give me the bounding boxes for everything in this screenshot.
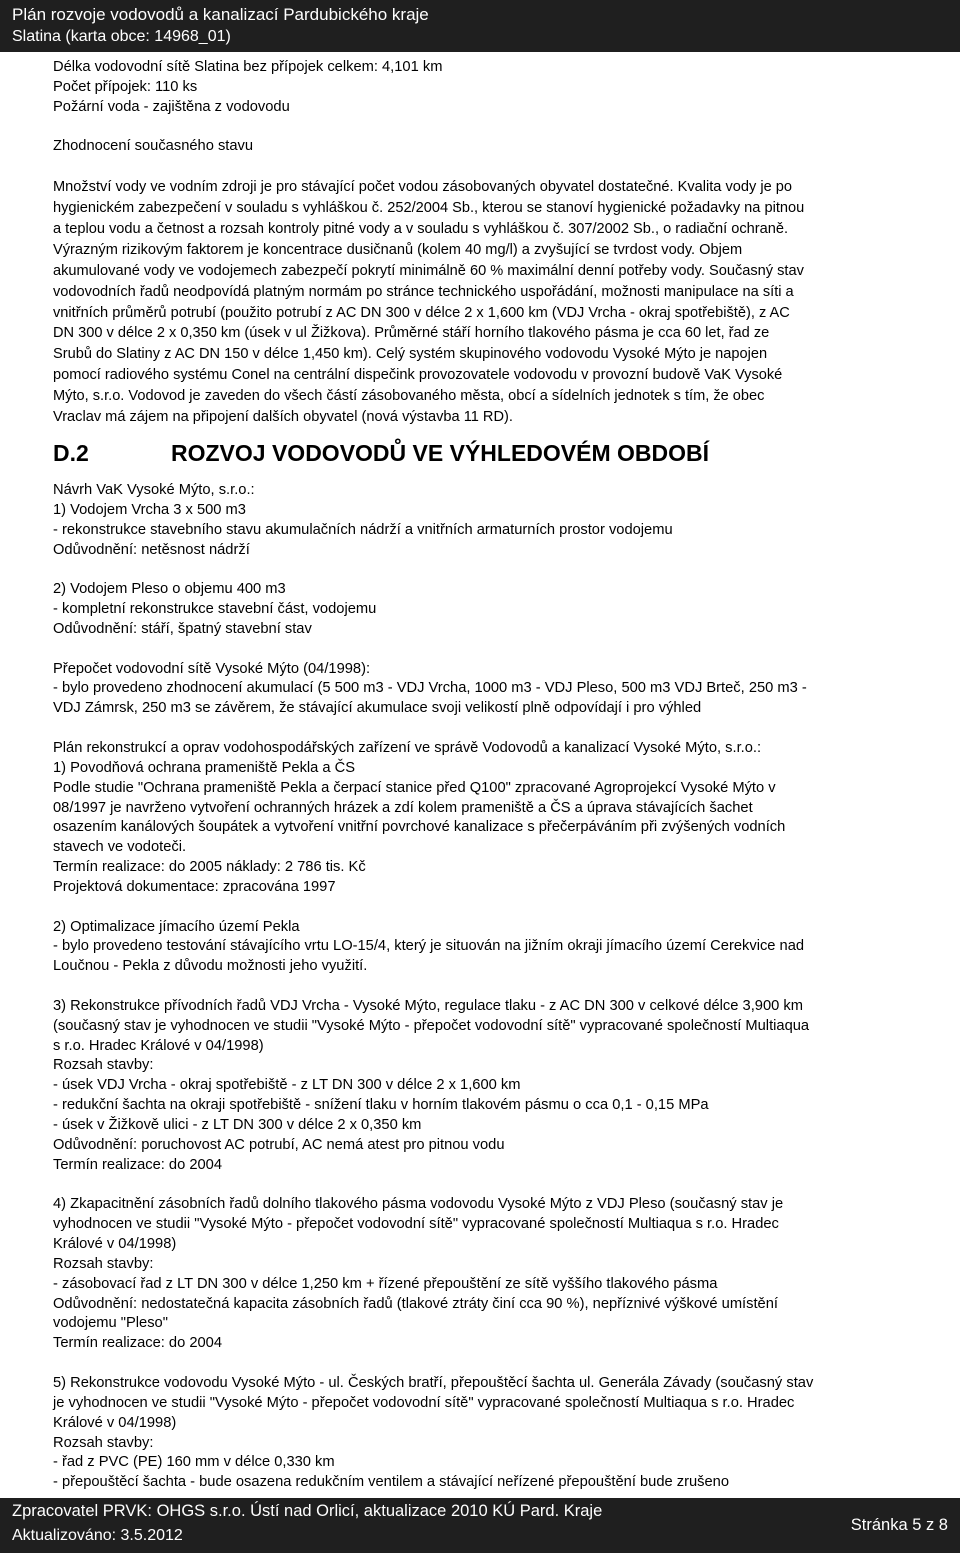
intro-line: Požární voda - zajištěna z vodovodu — [53, 98, 290, 115]
text-line: s r.o. Hradec Králové v 04/1998) — [53, 1037, 264, 1054]
text-line: 3) Rekonstrukce přívodních řadů VDJ Vrcha - Vysoké Mýto, regulace tlaku - z AC DN 300 v celkové délce 3,900 km — [53, 997, 803, 1014]
paragraph-line: vnitřních průměrů potrubí (použito potrubí z AC DN 300 v délce 2 x 1,600 km (VDJ Vrcha - okraj spotřebiště), z AC — [53, 304, 790, 321]
footer-updated: Aktualizováno: 3.5.2012 — [12, 1527, 183, 1544]
section-body — [53, 481, 953, 1493]
text-line: - bylo provedeno testování stávajícího vrtu LO-15/4, který je situován na jižním okraji jímacího území Cerekvice nad — [53, 938, 805, 955]
text-block — [53, 918, 953, 978]
text-line: 1) Povodňová ochrana prameniště Pekla a ČS — [53, 759, 356, 776]
assessment-title: Zhodnocení současného stavu — [53, 138, 254, 155]
text-line: Rozsah stavby: — [53, 1057, 154, 1074]
paragraph-line: Vraclav má zájem na připojení dalších obyvatel (nová výstavba 11 RD). — [53, 409, 513, 426]
text-line: - zásobovací řad z LT DN 300 v délce 1,250 km + řízené přepouštění ze sítě vyššího tlakového pásma — [53, 1275, 718, 1292]
text-block — [53, 997, 953, 1176]
text-line: Termín realizace: do 2005 náklady: 2 786 tis. Kč — [53, 859, 366, 876]
header-subtitle: Slatina (karta obce: 14968_01) — [12, 28, 231, 45]
text-line: Podle studie "Ochrana prameniště Pekla a čerpací stanice před Q100" zpracované Agroprojekcí Vysoké Mýto v — [53, 779, 776, 796]
text-line: - úsek VDJ Vrcha - okraj spotřebiště - z LT DN 300 v délce 2 x 1,600 km — [53, 1077, 521, 1094]
text-line: Rozsah stavby: — [53, 1434, 154, 1451]
text-line: Plán rekonstrukcí a oprav vodohospodářských zařízení ve správě Vodovodů a kanalizací Vysoké Mýto, s.r.o.: — [53, 739, 762, 756]
text-line: Králové v 04/1998) — [53, 1236, 177, 1253]
text-line: VDJ Zámrsk, 250 m3 se závěrem, že stávající akumulace svoji velikostí plně odpovídají i pro výhled — [53, 700, 702, 717]
text-block — [53, 481, 953, 560]
text-line: - rekonstrukce stavebního stavu akumulačních nádrží a vnitřních armaturních prostor vodojemu — [53, 521, 673, 538]
text-line: Termín realizace: do 2004 — [53, 1335, 222, 1352]
text-line: Odůvodnění: nedostatečná kapacita zásobních řadů (tlakové ztráty činí cca 90 %), nepříznivé výškové umístění — [53, 1295, 778, 1312]
paragraph-line: Mýto, s.r.o. Vodovod je zaveden do všech částí zásobovaného města, obcí a sídelních jednotek s tím, že obec — [53, 388, 765, 405]
text-block — [53, 739, 953, 898]
text-line: - kompletní rekonstrukce stavební část, vodojemu — [53, 601, 377, 618]
intro-line: Délka vodovodní sítě Slatina bez přípojek celkem: 4,101 km — [53, 59, 443, 75]
text-line: Přepočet vodovodní sítě Vysoké Mýto (04/1998): — [53, 660, 371, 677]
text-line: - redukční šachta na okraji spotřebiště - snížení tlaku v horním tlakovém pásmu o cca 0,1 - 0,15 MPa — [53, 1097, 709, 1114]
text-line: 5) Rekonstrukce vodovodu Vysoké Mýto - ul. Českých bratří, přepouštěcí šachta ul. Generála Závady (současný stav — [53, 1374, 814, 1391]
paragraph-line: pomocí radiového systému Conel na centrální dispečink provozovatele vodovodu v provozní budově VaK Vysoké — [53, 367, 783, 384]
section-title: ROZVOJ VODOVODŮ VE VÝHLEDOVÉM OBDOBÍ — [171, 440, 710, 466]
text-line: 2) Vodojem Pleso o objemu 400 m3 — [53, 581, 286, 598]
text-line: vodojemu "Pleso" — [53, 1315, 168, 1332]
paragraph-line: Výrazným rizikovým faktorem je koncentrace dusičnanů (kolem 40 mg/l) a zvyšující se tvrdost vody. Objem — [53, 241, 743, 258]
text-line: 1) Vodojem Vrcha 3 x 500 m3 — [53, 501, 246, 518]
text-block — [53, 1374, 953, 1493]
header-title: Plán rozvoje vodovodů a kanalizací Pardubického kraje — [12, 5, 429, 24]
text-line: Králové v 04/1998) — [53, 1414, 177, 1431]
paragraph-line: Množství vody ve vodním zdroji je pro stávající počet vodou zásobovaných obyvatel dostatečné. Kvalita vody je po — [53, 179, 793, 196]
text-line: Odůvodnění: poruchovost AC potrubí, AC nemá atest pro pitnou vodu — [53, 1136, 505, 1153]
text-line: Odůvodnění: stáří, špatný stavební stav — [53, 620, 312, 637]
text-line: je vyhodnocen ve studii "Vysoké Mýto - přepočet vodovodní sítě" vypracované společností Multiaqua s r.o. Hradec — [53, 1394, 795, 1411]
paragraph-line: hygienickém zabezpečení v souladu s vyhláškou č. 252/2004 Sb., kterou se stanoví hygienické požadavky na pitnou — [53, 199, 805, 216]
paragraph-line: DN 300 v délce 2 x 0,350 km (úsek v ul Žižkova). Průměrné stáří horního tlakového pásma je cca 60 let, řad ze — [53, 325, 770, 342]
paragraph-line: vodovodních řadů neodpovídá platným normám po stránce technického uspořádání, možnosti manipulace na síti a — [53, 283, 794, 300]
text-line: - bylo provedeno zhodnocení akumulací (5 500 m3 - VDJ Vrcha, 1000 m3 - VDJ Pleso, 500 m3 VDJ Brteč, 250 m3 - — [53, 680, 807, 697]
paragraph-line: Srubů do Slatiny z AC DN 150 v délce 1,450 km). Celý systém skupinového vodovodu Vysoké Mýto je napojen — [53, 346, 768, 363]
assessment-paragraph — [53, 177, 953, 428]
text-line: Loučnou - Pekla z důvodu možnosti jeho využití. — [53, 958, 368, 975]
section-number: D.2 — [53, 440, 89, 466]
text-line: vyhodnocen ve studii "Vysoké Mýto - přepočet vodovodní sítě" vypracované společností Multiaqua s r.o. Hradec — [53, 1216, 779, 1233]
paragraph-line: a teplou vodu a četnost a rozsah kontroly pitné vody a v souladu s vyhláškou č. 307/2002 Sb., o radiační ochraně. — [53, 220, 789, 237]
text-line: Odůvodnění: netěsnost nádrží — [53, 541, 250, 558]
page-header — [0, 0, 960, 52]
footer-author: Zpracovatel PRVK: OHGS s.r.o. Ústí nad Orlicí, aktualizace 2010 KÚ Pard. Kraje — [12, 1502, 603, 1520]
text-line: Projektová dokumentace: zpracována 1997 — [53, 878, 336, 895]
text-line: Termín realizace: do 2004 — [53, 1156, 222, 1173]
page-footer — [0, 1498, 960, 1553]
section-heading — [53, 435, 933, 471]
text-block — [53, 1195, 953, 1354]
text-line: - přepouštěcí šachta - bude osazena redukčním ventilem a stávající neřízené přepouštění bude zrušeno — [53, 1474, 730, 1491]
text-line: 2) Optimalizace jímacího území Pekla — [53, 918, 300, 935]
page-number: Stránka 5 z 8 — [850, 1516, 948, 1534]
text-line: (současný stav je vyhodnocen ve studii "Vysoké Mýto - přepočet vodovodní sítě" vypracované společností Multiaqua — [53, 1017, 810, 1034]
text-block — [53, 660, 953, 720]
intro-section — [53, 58, 953, 428]
intro-line: Počet přípojek: 110 ks — [53, 78, 198, 95]
text-line: 08/1997 je navrženo vytvoření ochranných hrázek a zdí kolem prameniště a ČS a úprava stávajících šachet — [53, 799, 753, 816]
text-line: - řad z PVC (PE) 160 mm v délce 0,330 km — [53, 1454, 335, 1471]
text-line: - úsek v Žižkově ulici - z LT DN 300 v délce 2 x 0,350 km — [53, 1117, 422, 1133]
text-line: stavech ve vodoteči. — [53, 839, 187, 856]
text-block — [53, 580, 953, 640]
text-line: osazením kanálových šoupátek a vytvoření vnitřní povrchové kanalizace s přečerpáváním při zvýšených vodních — [53, 819, 786, 836]
text-line: Rozsah stavby: — [53, 1255, 154, 1272]
text-line: Návrh VaK Vysoké Mýto, s.r.o.: — [53, 482, 255, 498]
text-line: 4) Zkapacitnění zásobních řadů dolního tlakového pásma vodovodu Vysoké Mýto z VDJ Pleso (současný stav je — [53, 1196, 784, 1213]
paragraph-line: akumulované vody ve vodojemech zabezpečí pokrytí minimálně 60 % maximální denní potřeby vody. Současný stav — [53, 262, 804, 279]
